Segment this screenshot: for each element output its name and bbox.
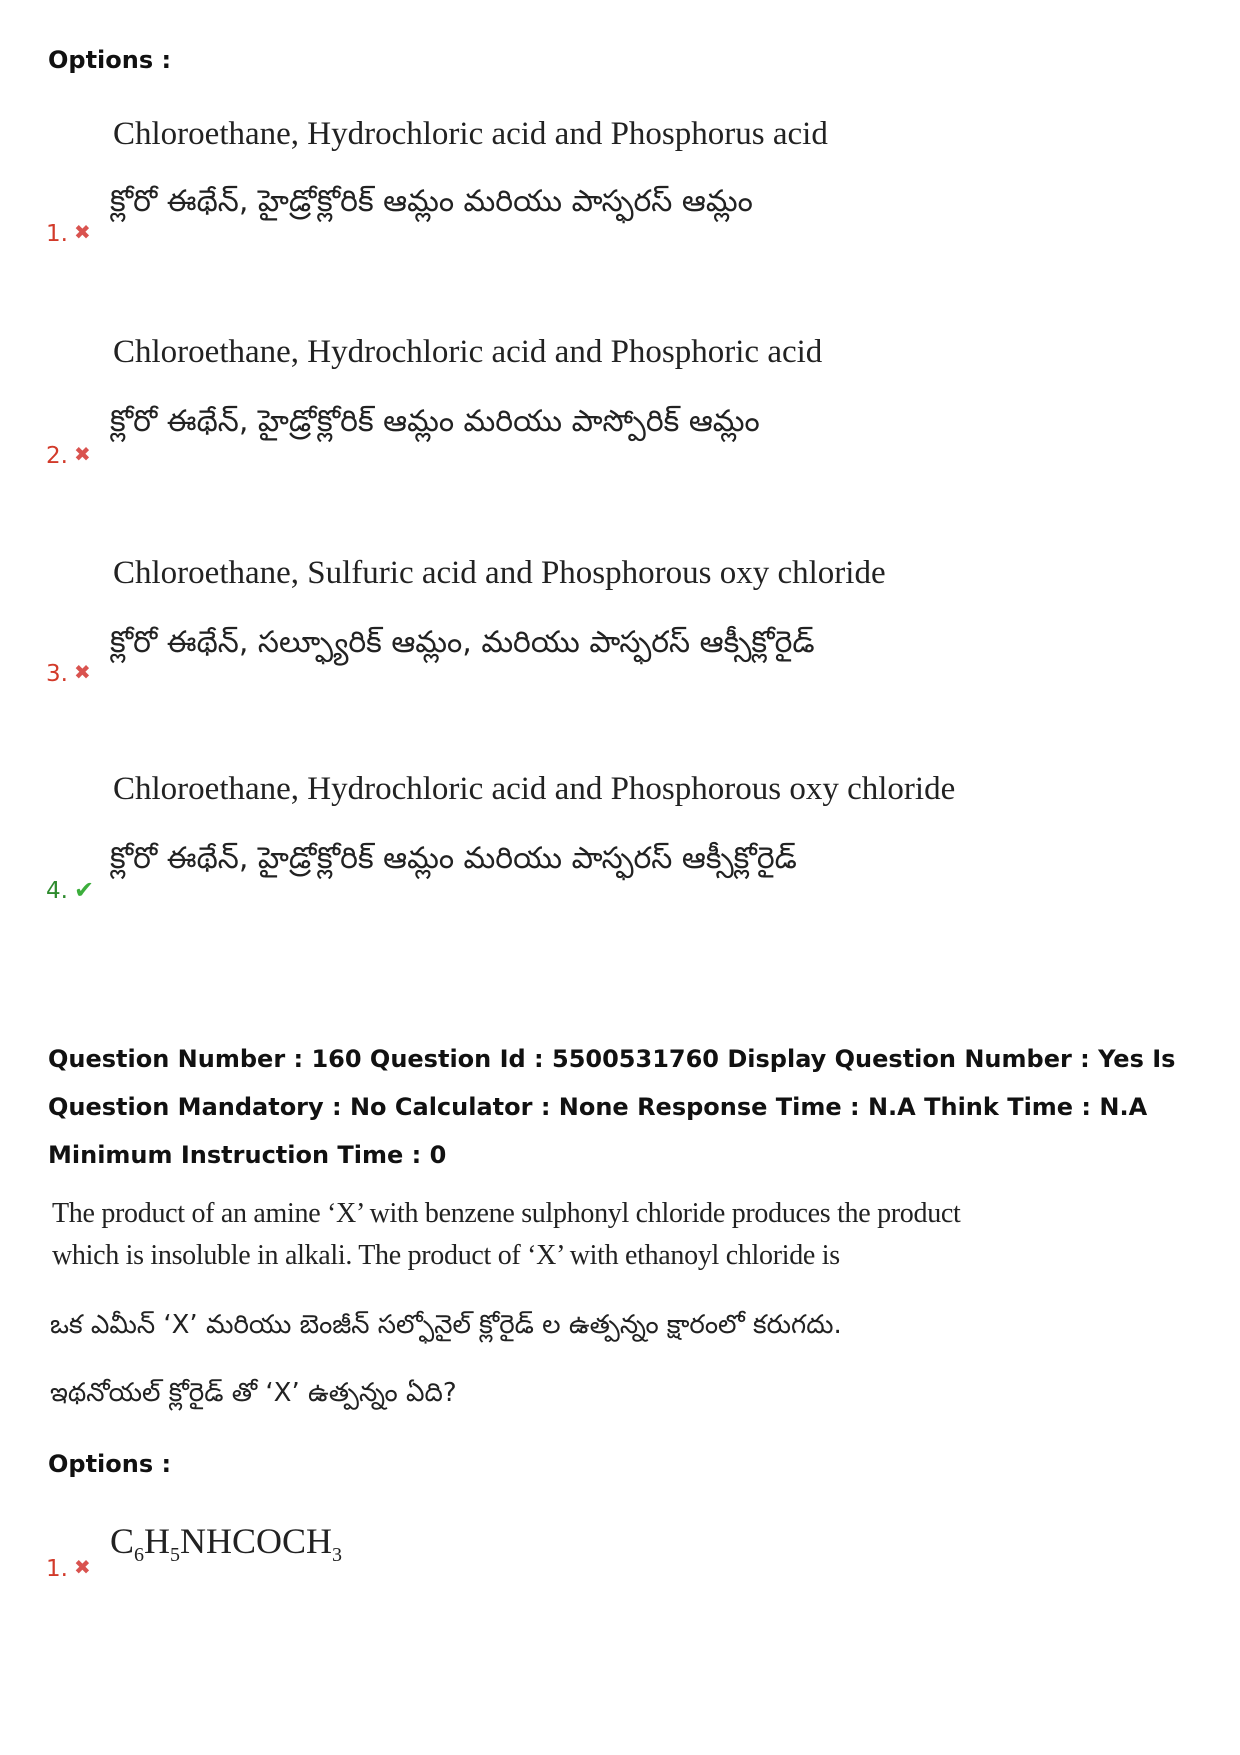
option-number: [46, 220, 91, 247]
cross-icon: ✖: [73, 660, 91, 684]
check-icon: ✔: [73, 876, 95, 904]
formula-part: C: [110, 1521, 135, 1561]
option-english-text: Chloroethane, Hydrochloric acid and Phosphorous oxy chloride: [113, 771, 956, 807]
formula-part: H: [144, 1521, 171, 1561]
option-telugu-text: క్లోరో ఈథేన్, హైడ్రోక్లోరిక్ ఆమ్లం మరియు పాస్ఫరస్ ఆమ్లం: [110, 184, 753, 219]
formula-subscript: 5: [170, 1544, 181, 1567]
formula-subscript: 3: [332, 1544, 343, 1567]
option-number: [46, 1555, 91, 1582]
question-text-english-line2: which is insoluble in alkali. The product of ‘X’ with ethanoyl chloride is: [52, 1240, 840, 1271]
option-telugu-text: క్లోరో ఈథేన్, హైడ్రోక్లోరిక్ ఆమ్లం మరియు పాస్పోరిక్ ఆమ్లం: [110, 404, 760, 439]
option-number-label: 1.: [46, 221, 68, 247]
option-formula: [110, 1520, 342, 1567]
question-text-telugu-line1: ఒక ఎమీన్ ‘X’ మరియు బెంజీన్ సల్ఫోనైల్ క్లోరైడ్ ల ఉత్పన్నం క్షారంలో కరుగదు.: [50, 1310, 842, 1340]
options-heading: Options :: [48, 46, 172, 74]
question-text-english-line1: The product of an amine ‘X’ with benzene sulphonyl chloride produces the product: [52, 1198, 961, 1229]
option-number-label: 4.: [46, 878, 68, 904]
option-number: [46, 660, 91, 687]
cross-icon: ✖: [73, 442, 91, 466]
formula-part: NHCOCH: [180, 1521, 333, 1561]
option-number: [46, 442, 91, 469]
option-number-label: 1.: [46, 1556, 68, 1582]
question-text-telugu-line2: ఇథనోయల్ క్లోరైడ్ తో ‘X’ ఉత్పన్నం ఏది?: [50, 1378, 457, 1408]
option-telugu-text: క్లోరో ఈథేన్, హైడ్రోక్లోరిక్ ఆమ్లం మరియు పాస్ఫరస్ ఆక్సీక్లోరైడ్: [110, 841, 797, 876]
formula-subscript: 6: [134, 1544, 145, 1567]
question-meta: Question Number : 160 Question Id : 5500531760 Display Question Number : Yes Is Question Mandatory : No Calculator : None Response Time : N.A Think Time : N.A Minimum Instruction Time : 0: [48, 1045, 1176, 1169]
cross-icon: ✖: [73, 1555, 91, 1579]
options-heading: Options :: [48, 1450, 172, 1478]
cross-icon: ✖: [73, 220, 91, 244]
option-number-label: 3.: [46, 661, 68, 687]
option-telugu-text: క్లోరో ఈథేన్, సల్ఫ్యూరిక్ ఆమ్లం, మరియు పాస్ఫరస్ ఆక్సీక్లోరైడ్: [110, 625, 815, 660]
option-english-text: Chloroethane, Sulfuric acid and Phosphorous oxy chloride: [113, 555, 886, 591]
option-english-text: Chloroethane, Hydrochloric acid and Phosphorus acid: [113, 116, 828, 152]
option-english-text: Chloroethane, Hydrochloric acid and Phosphoric acid: [113, 334, 823, 370]
option-number-label: 2.: [46, 443, 68, 469]
option-number: [46, 876, 94, 904]
